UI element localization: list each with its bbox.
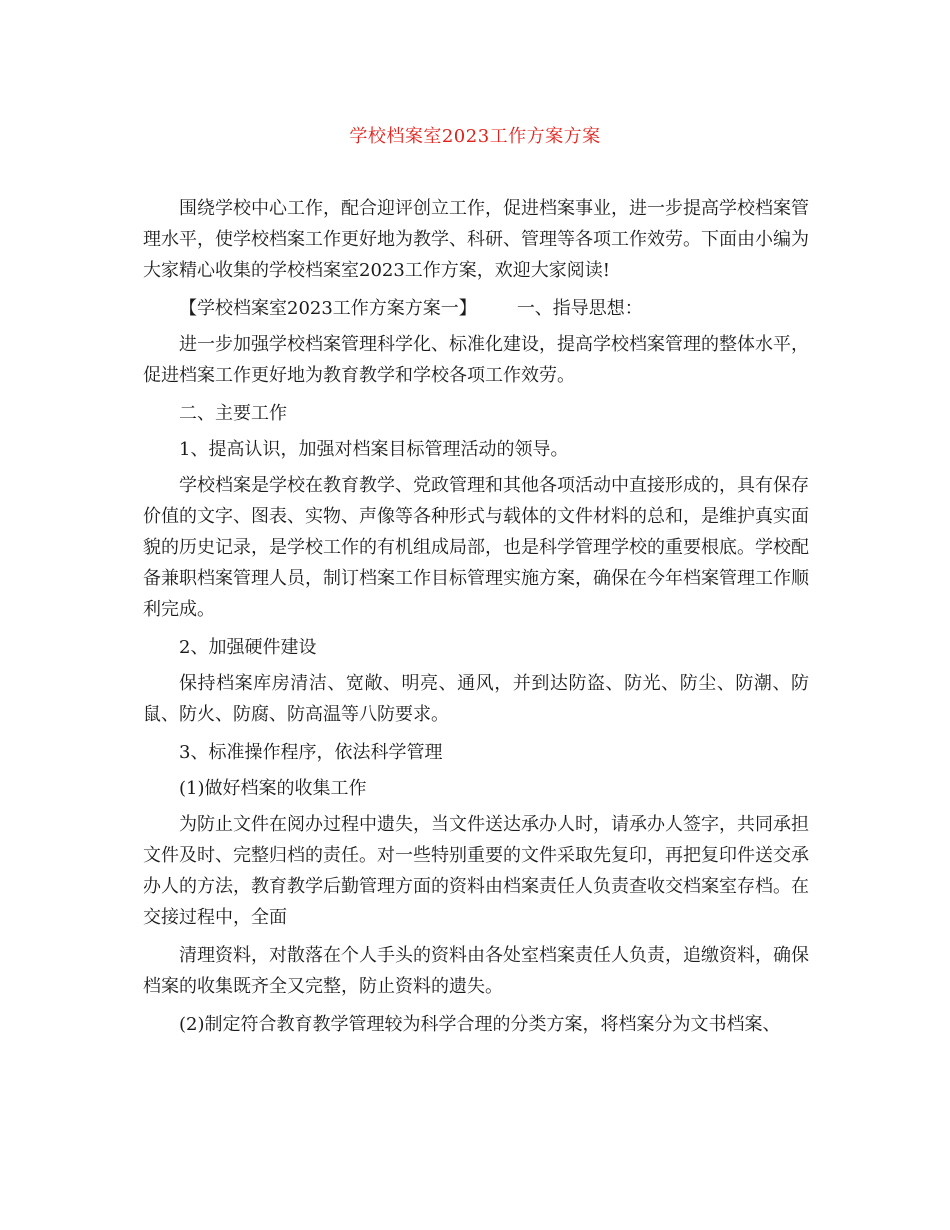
guiding-thought-paragraph: 进一步加强学校档案管理科学化、标准化建设，提高学校档案管理的整体水平，促进档案工作更好地为教育教学和学校各项工作效劳。 bbox=[143, 334, 809, 386]
classification-paragraph: (2)制定符合教育教学管理较为科学合理的分类方案，将档案分为文书档案、 bbox=[179, 1014, 781, 1035]
main-work-heading: 二、主要工作 bbox=[179, 403, 287, 424]
item-1-heading: 1、提高认识，加强对档案目标管理活动的领导。 bbox=[179, 439, 569, 460]
collection-paragraph: 为防止文件在阅办过程中遗失，当文件送达承办人时，请承办人签字，共同承担文件及时、完整归档的责任。对一些特别重要的文件采取先复印，再把复印件送交承办人的方法，教育教学后勤管理方面的资料由档案责任人负责查收交档案室存档。在交接过程中，全面 bbox=[143, 814, 809, 928]
sub-item-1-heading: (1)做好档案的收集工作 bbox=[179, 778, 367, 799]
intro-paragraph: 围绕学校中心工作，配合迎评创立工作，促进档案事业，进一步提高学校档案管理水平，使学校档案工作更好地为教学、科研、管理等各项工作效劳。下面由小编为大家精心收集的学校档案室2023工作方案，欢迎大家阅读! bbox=[143, 198, 809, 281]
document-body bbox=[143, 193, 809, 1047]
cleanup-paragraph: 清理资料，对散落在个人手头的资料由各处室档案责任人负责，追缴资料，确保档案的收集既齐全又完整，防止资料的遗失。 bbox=[143, 945, 809, 997]
guiding-thought-heading: 一、指导思想： bbox=[516, 298, 643, 319]
document-title: 学校档案室2023工作方案方案 bbox=[349, 126, 601, 147]
hardware-paragraph: 保持档案库房清洁、宽敞、明亮、通风，并到达防盗、防光、防尘、防潮、防鼠、防火、防腐、防高温等八防要求。 bbox=[143, 673, 809, 725]
plan-one-heading: 【学校档案室2023工作方案方案一】 bbox=[179, 298, 477, 319]
archive-definition-paragraph: 学校档案是学校在教育教学、党政管理和其他各项活动中直接形成的，具有保存价值的文字、图表、实物、声像等各种形式与载体的文件材料的总和，是维护真实面貌的历史记录，是学校工作的有机组成局部，也是科学管理学校的重要根底。学校配备兼职档案管理人员，制订档案工作目标管理实施方案，确保在今年档案管理工作顺利完成。 bbox=[143, 475, 809, 620]
item-3-heading: 3、标准操作程序，依法科学管理 bbox=[179, 742, 443, 763]
item-2-heading: 2、加强硬件建设 bbox=[179, 637, 317, 658]
section-heading-line bbox=[143, 293, 809, 324]
